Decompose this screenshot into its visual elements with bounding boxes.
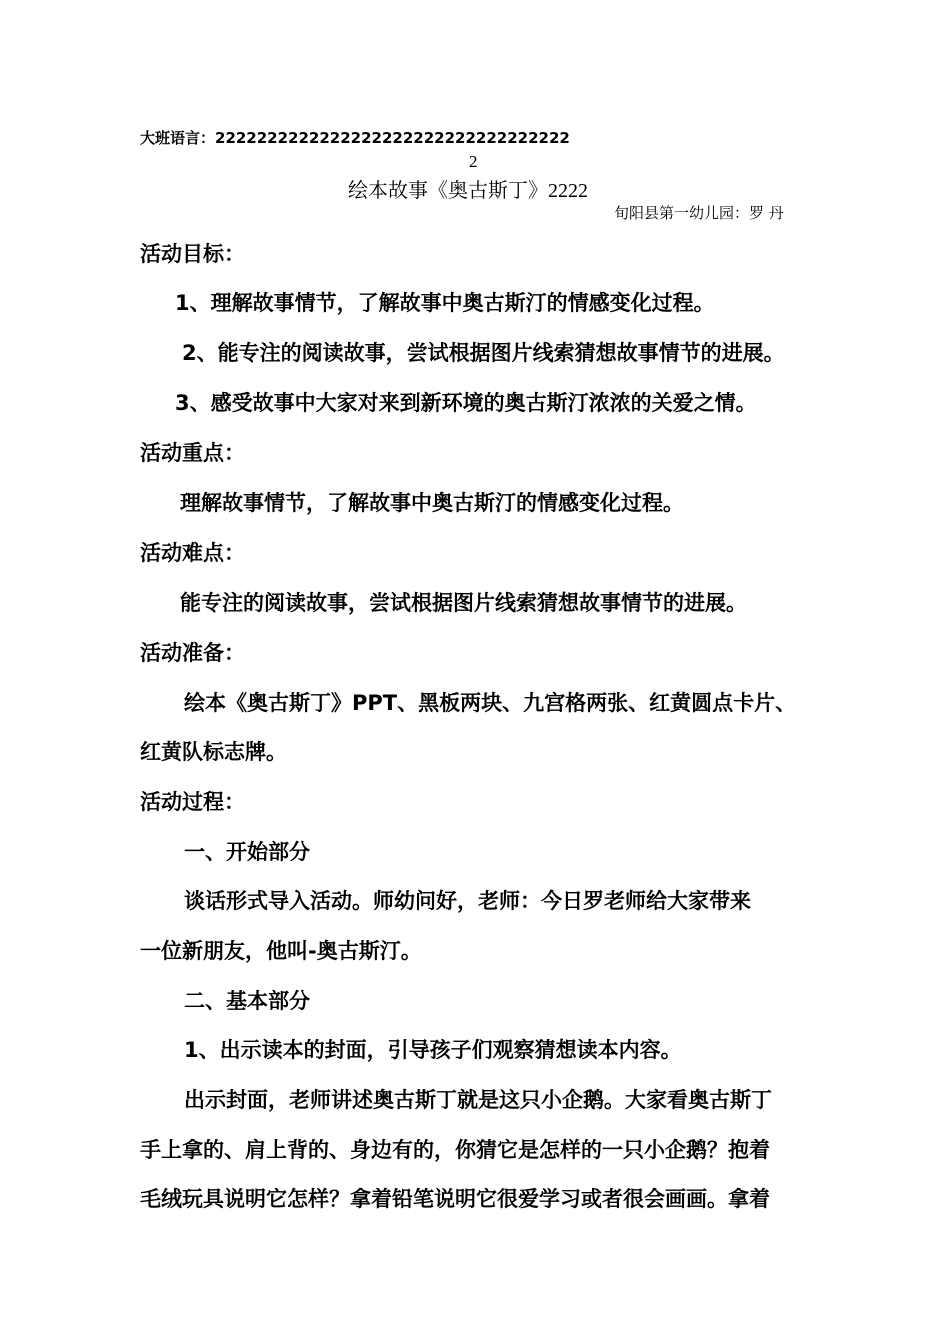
page-number: 2 — [469, 152, 478, 171]
goal-item-2: 2、能专注的阅读故事，尝试根据图片线索猜想故事情节的进展。 — [182, 341, 785, 365]
part2-title: 二、基本部分 — [184, 989, 310, 1013]
document-title: 绘本故事《奥古斯丁》2222 — [348, 180, 588, 202]
step1-line-2: 手上拿的、肩上背的、身边有的，你猜它是怎样的一只小企鹅？抱着 — [140, 1138, 770, 1162]
part1-line-1: 谈话形式导入活动。师幼问好，老师：今日罗老师给大家带来 — [184, 889, 751, 913]
author-line: 旬阳县第一幼儿园：罗 丹 — [614, 204, 784, 222]
key-point-text: 理解故事情节，了解故事中奥古斯汀的情感变化过程。 — [180, 491, 684, 515]
goals-heading: 活动目标： — [140, 242, 245, 266]
preparation-line-1: 绘本《奥古斯丁》PPT、黑板两块、九宫格两张、红黄圆点卡片、 — [184, 691, 797, 715]
step1-title: 1、出示读本的封面，引导孩子们观察猜想读本内容。 — [184, 1038, 682, 1062]
part1-title: 一、开始部分 — [184, 840, 310, 864]
preparation-heading: 活动准备： — [140, 641, 245, 665]
step1-line-1: 出示封面，老师讲述奥古斯丁就是这只小企鹅。大家看奥古斯丁 — [184, 1088, 772, 1112]
key-point-heading: 活动重点： — [140, 441, 245, 465]
process-heading: 活动过程： — [140, 790, 245, 814]
part1-line-2: 一位新朋友，他叫-奥古斯汀。 — [140, 939, 422, 963]
difficulty-text: 能专注的阅读故事，尝试根据图片线索猜想故事情节的进展。 — [180, 591, 747, 615]
difficulty-heading: 活动难点： — [140, 541, 245, 565]
goal-item-3: 3、感受故事中大家对来到新环境的奥古斯汀浓浓的关爱之情。 — [175, 391, 757, 415]
subject-line: 大班语言：2222222222222222222222222222222222 — [140, 129, 570, 147]
goal-item-1: 1、理解故事情节，了解故事中奥古斯汀的情感变化过程。 — [175, 291, 715, 315]
preparation-line-2: 红黄队标志牌。 — [140, 740, 287, 764]
step1-line-3: 毛绒玩具说明它怎样？拿着铅笔说明它很爱学习或者很会画画。拿着 — [140, 1187, 770, 1211]
